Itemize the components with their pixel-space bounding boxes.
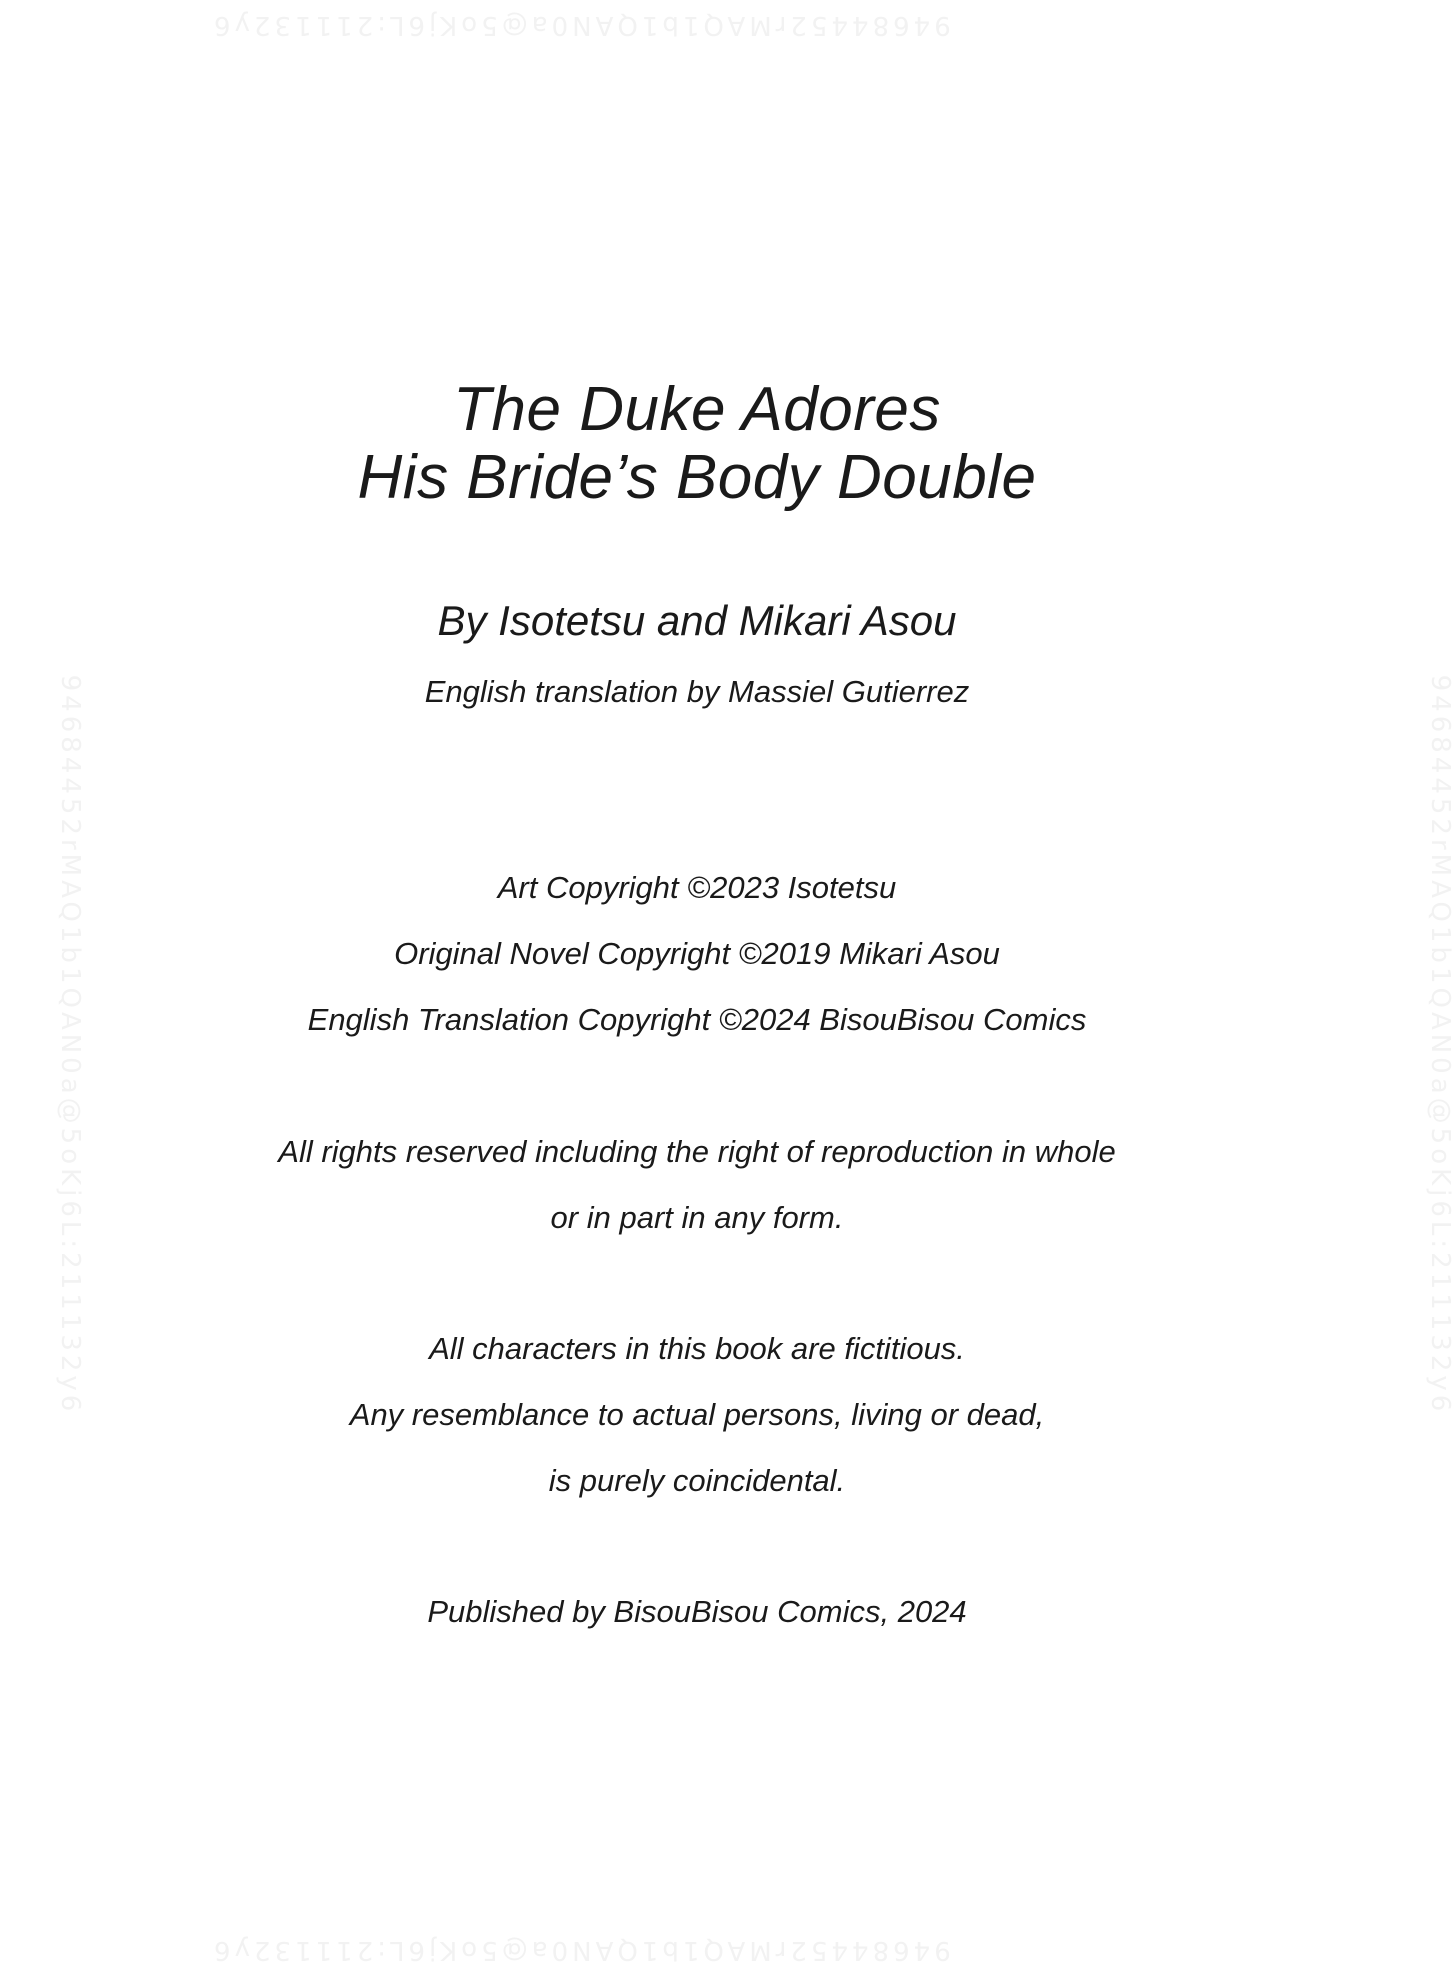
publisher-line: Published by BisouBisou Comics, 2024 [427,1594,967,1629]
watermark-left: 94684452rMAQ1b1QAN0a@5oKj6L:211132y6 [55,674,85,1416]
disclaimer-line-3: is purely coincidental. [548,1463,846,1498]
rights-line-2: or in part in any form. [550,1200,844,1235]
rights-line-1: All rights reserved including the right of reproduction in whole [278,1134,1116,1169]
copyright-line-translation: English Translation Copyright ©2024 BisouBisou Comics [307,1002,1087,1037]
watermark-top: 94684452rMAQ1b1QAN0a@5oKj6L:211132y6 [210,10,951,40]
watermark-right: 94684452rMAQ1b1QAN0a@5oKj6L:211132y6 [1425,674,1455,1416]
copyright-line-novel: Original Novel Copyright ©2019 Mikari Asou [394,936,1000,971]
watermark-bottom: 94684452rMAQ1b1QAN0a@5oKj6L:211132y6 [210,1935,951,1965]
author-credit: By Isotetsu and Mikari Asou [437,597,957,644]
translator-credit: English translation by Massiel Gutierrez [424,674,970,709]
disclaimer-line-1: All characters in this book are fictitious. [429,1331,965,1366]
book-title-line-1: The Duke Adores [453,375,941,444]
disclaimer-line-2: Any resemblance to actual persons, living or dead, [349,1397,1045,1432]
copyright-line-art: Art Copyright ©2023 Isotetsu [497,870,897,905]
book-title-line-2: His Bride’s Body Double [357,443,1037,512]
